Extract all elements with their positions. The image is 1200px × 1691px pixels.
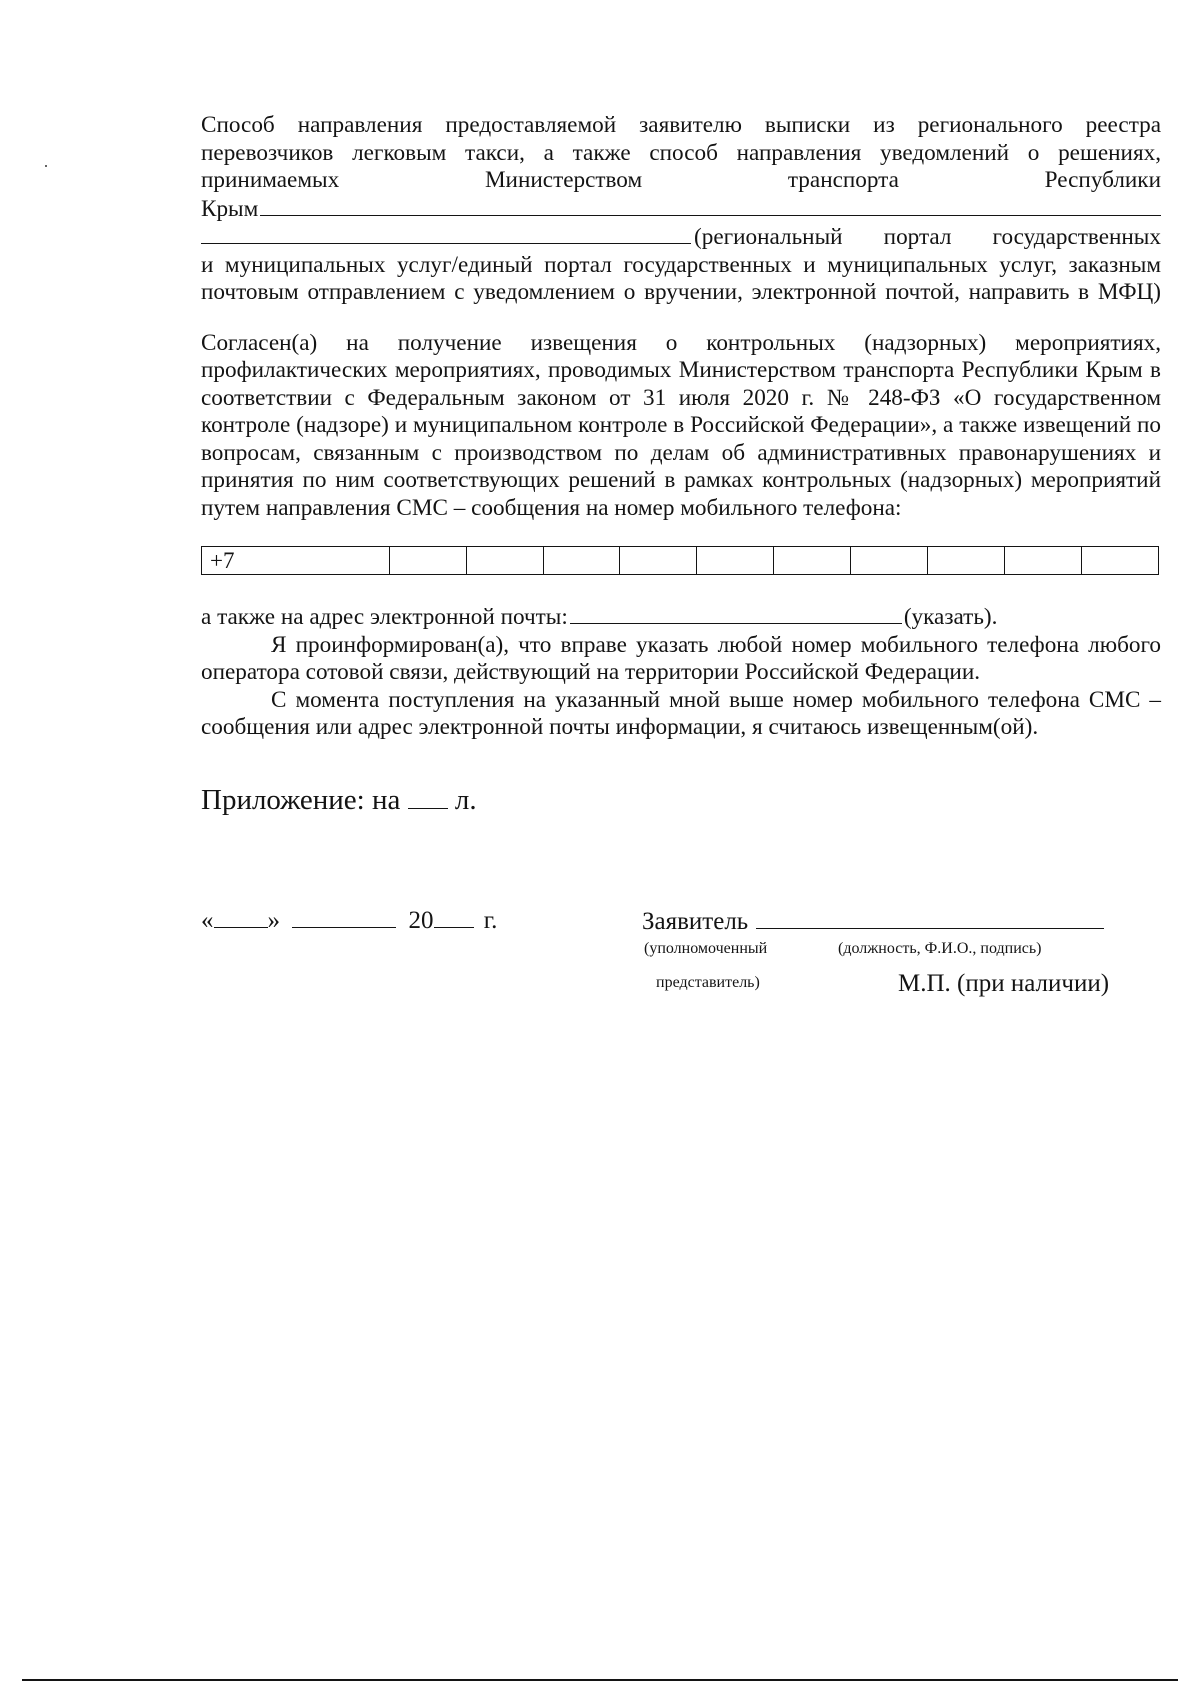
appendix-line xyxy=(201,782,1161,817)
date-open-quote: « xyxy=(201,907,214,934)
phone-digit-cell[interactable] xyxy=(620,547,697,575)
year-field[interactable] xyxy=(434,905,474,928)
phone-digit-cell[interactable] xyxy=(1005,547,1082,575)
phone-digit-cell[interactable] xyxy=(1082,547,1159,575)
phone-digit-cell[interactable] xyxy=(389,547,466,575)
year-suffix: г. xyxy=(483,907,498,934)
p1-line5 xyxy=(201,223,1161,252)
stamp-row xyxy=(642,970,1112,1006)
email-field[interactable] xyxy=(570,601,902,624)
applicant-signature-field[interactable] xyxy=(756,906,1104,929)
p1-line5-tail xyxy=(694,224,1161,252)
p1-line3-word: Министерством xyxy=(484,167,643,193)
notification-moment-paragraph: С момента поступления на указанный мной выше номер мобильного телефона СМС – сообщения или адрес электронной почты информации, я считаюсь извещенным(ой). xyxy=(201,686,1161,740)
phone-prefix-cell: +7 xyxy=(202,547,390,575)
appendix-label: Приложение: на xyxy=(201,783,401,816)
p1-line6: и муниципальных услуг/единый портал государственных и муниципальных услуг, заказным xyxy=(201,251,1161,278)
appendix-unit: л. xyxy=(454,783,477,816)
phone-number-table xyxy=(201,546,1159,575)
year-prefix: 20 xyxy=(408,907,434,934)
delivery-method-field-1[interactable] xyxy=(260,195,1161,216)
stamp-placeholder: М.П. (при наличии) xyxy=(898,970,1110,997)
p1-line5-word: (региональный xyxy=(694,224,843,250)
day-field[interactable] xyxy=(214,905,268,928)
delivery-method-field-2[interactable] xyxy=(201,223,691,244)
p1-line4 xyxy=(201,195,1161,224)
p1-line7: почтовым отправлением с уведомлением о вручении, электронной почтой, направить в МФЦ) xyxy=(201,279,1161,305)
p1-line4-start: Крым xyxy=(201,195,259,222)
appendix-sheets-field[interactable] xyxy=(408,782,448,809)
month-field[interactable] xyxy=(292,905,396,928)
email-label: а также на адрес электронной почты: xyxy=(201,604,568,630)
phone-digit-cell[interactable] xyxy=(928,547,1005,575)
email-suffix: (указать). xyxy=(903,604,998,630)
date-close-quote: » xyxy=(267,907,280,934)
signature-block xyxy=(642,906,1112,1006)
phone-digit-cell[interactable] xyxy=(697,547,774,575)
signature-hints xyxy=(642,940,1112,964)
applicant-line xyxy=(642,906,1112,936)
date-line xyxy=(201,905,497,935)
p1-line2: перевозчиков легковым такси, а также способ направления уведомлений о решениях, xyxy=(201,139,1161,166)
informed-paragraph: Я проинформирован(а), что вправе указать любой номер мобильного телефона любого оператора сотовой связи, действующий на территории Российской Федерации. xyxy=(201,631,1161,685)
p1-line3-word: Республики xyxy=(1044,167,1161,193)
document-body xyxy=(201,112,1161,817)
p1-line3 xyxy=(201,167,1161,195)
email-line xyxy=(201,601,1161,632)
applicant-label: Заявитель xyxy=(642,908,749,935)
p1-line5-word: портал xyxy=(883,224,952,250)
delivery-method-paragraph xyxy=(201,112,1161,307)
hint-position-name-signature: (должность, Ф.И.О., подпись) xyxy=(838,940,1042,957)
hint-representative: представитель) xyxy=(656,974,760,991)
phone-digit-cell[interactable] xyxy=(466,547,543,575)
phone-digit-cell[interactable] xyxy=(774,547,851,575)
phone-digit-cell[interactable] xyxy=(851,547,928,575)
page-bottom-rule xyxy=(22,1679,1178,1681)
hint-authorized: (уполномоченный xyxy=(644,940,768,957)
p1-line3-word: принимаемых xyxy=(201,167,340,193)
p1-line1: Способ направления предоставляемой заявителю выписки из регионального реестра xyxy=(201,112,1161,138)
p1-line3-word: транспорта xyxy=(787,167,899,193)
p1-line5-word: государственных xyxy=(992,224,1161,250)
scan-speck xyxy=(45,165,47,167)
phone-digit-cell[interactable] xyxy=(543,547,620,575)
consent-paragraph: Согласен(а) на получение извещения о контрольных (надзорных) мероприятиях, профилактических мероприятиях, проводимых Министерством транспорта Республики Крым в соответствии с Федеральным законом от 31 июля 2020 г. № 248-ФЗ «О государственном контроле (надзоре) и муниципальном контроле в Российской Федерации», а также извещений по вопросам, связанным с производством по делам об административных правонарушениях и принятия по ним соответствующих решений в рамках контрольных (надзорных) мероприятий путем направления СМС – сообщения на номер мобильного телефона: xyxy=(201,329,1161,521)
